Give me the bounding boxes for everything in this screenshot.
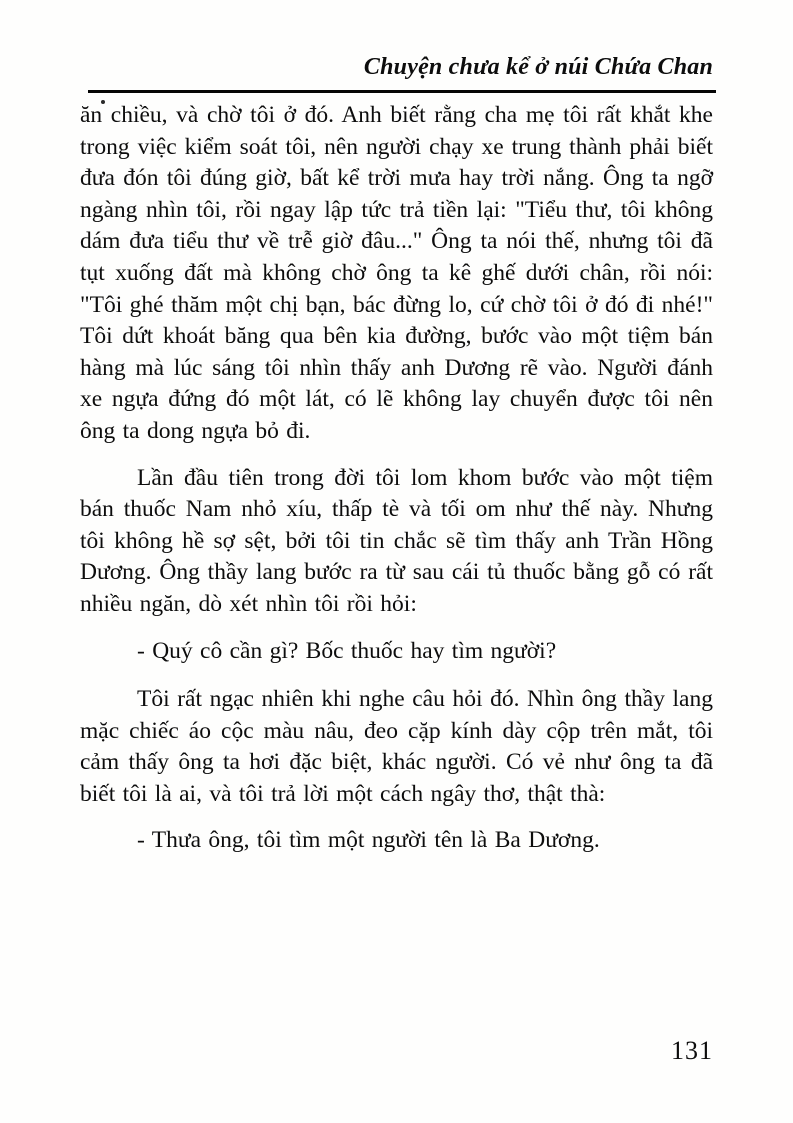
running-header-title: Chuyện chưa kể ở núi Chứa Chan <box>363 54 713 80</box>
header-rule <box>88 90 716 93</box>
body-paragraph: ăn chiều, và chờ tôi ở đó. Anh biết rằng cha mẹ tôi rất khắt khe trong việc kiểm soát tôi, nên người chạy xe trung thành phải biết đưa đón tôi đúng giờ, bất kể trời mưa hay trời nắng. Ông ta ngỡ ngàng nhìn tôi, rồi ngay lập tức trả tiền lại: "Tiểu thư, tôi không dám đưa tiểu thư về trễ giờ đâu..." Ông ta nói thế, nhưng tôi đã tụt xuống đất mà không chờ ông ta kê ghế dưới chân, rồi nói: "Tôi ghé thăm một chị bạn, bác đừng lo, cứ chờ tôi ở đó đi nhé!" Tôi dứt khoát băng qua bên kia đường, bước vào một tiệm bán hàng mà lúc sáng tôi nhìn thấy anh Dương rẽ vào. Người đánh xe ngựa đứng đó một lát, có lẽ không lay chuyển được tôi nên ông ta dong ngựa bỏ đi. <box>80 102 713 444</box>
dialogue-line: - Quý cô cần gì? Bốc thuốc hay tìm người? <box>137 637 557 664</box>
body-text-block <box>80 100 713 874</box>
dialogue-line: - Thưa ông, tôi tìm một người tên là Ba Dương. <box>137 827 600 854</box>
body-paragraph: Tôi rất ngạc nhiên khi nghe câu hỏi đó. Nhìn ông thầy lang mặc chiếc áo cộc màu nâu, đeo cặp kính dày cộp trên mắt, tôi cảm thấy ông ta hơi đặc biệt, khác người. Có vẻ như ông ta đã biết tôi là ai, và tôi trả lời một cách ngây thơ, thật thà: <box>80 686 713 807</box>
page-number: 131 <box>671 1036 713 1065</box>
body-paragraph: Lần đầu tiên trong đời tôi lom khom bước vào một tiệm bán thuốc Nam nhỏ xíu, thấp tè và tối om như thế này. Nhưng tôi không hề sợ sệt, bởi tôi tin chắc sẽ tìm thấy anh Trần Hồng Dương. Ông thầy lang bước ra từ sau cái tủ thuốc bằng gỗ có rất nhiều ngăn, dò xét nhìn tôi rồi hỏi: <box>80 464 713 617</box>
